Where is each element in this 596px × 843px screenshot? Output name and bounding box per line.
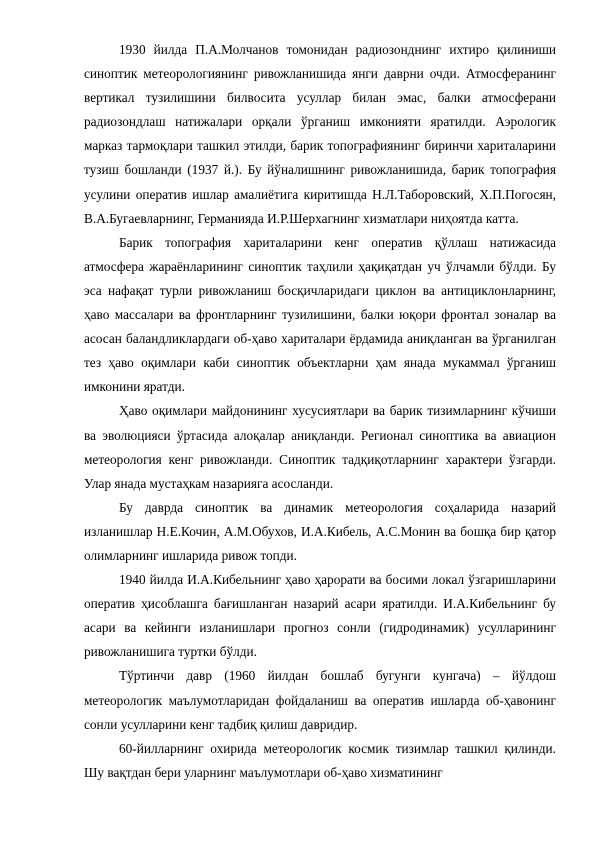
paragraph-7: 60-йилларнинг охирида метеорологик космик тизимлар ташкил қилинди. Шу вақтдан бери уларнинг маълумотлари об-ҳаво хизматининг [84,740,556,780]
paragraph-6: Тўртинчи давр (1960 йилдан бошлаб бугунги кунгача) – йўлдош метеорологик маълумотларидан фойдаланиш ва оператив ишларда об-ҳавонинг сонли усулларини кенг тадбиқ қилиш давридир. [84,668,556,732]
document-page [84,38,556,785]
paragraph-4: Бу даврда синоптик ва динамик метеорология соҳаларида назарий изланишлар Н.Е.Кочин, А.М.Обухов, И.А.Кибель, А.С.Монин ва бошқа бир қатор олимларнинг ишларида ривож топди. [84,499,556,563]
paragraph-1: 1930 йилда П.А.Молчанов томонидан радиозонднинг ихтиро қилиниши синоптик метеорологиянинг ривожланишида янги даврни очди. Атмосферанинг вертикал тузилишини билвосита усуллар билан эмас, балки атмосферани радиозондлаш натижалари орқали ўрганиш имконияти яратилди. Аэрологик марказ тармоқлари ташкил этилди, барик топографиянинг биринчи хариталарини тузиш бошланди (1937 й.). Бу йўналишнинг ривожланишида, барик топография усулини оператив ишлар амалиётига киритишда Н.Л.Таборовский, Х.П.Погосян, В.А.Бугаевларнинг, Германияда И.Р.Шерхагнинг хизматлари ниҳоятда катта. [84,42,556,226]
paragraph-3: Ҳаво оқимлари майдонининг хусусиятлари ва барик тизимларнинг кўчиши ва эволюцияси ўртасида алоқалар аниқланди. Регионал синоптика ва авиацион метеорология кенг ривожланди. Синоптик тадқиқотларнинг характери ўзгарди. Улар янада мустаҳкам назарияга асосланди. [84,403,556,491]
paragraph-2: Барик топография хариталарини кенг оператив қўллаш натижасида атмосфера жараёнларининг синоптик таҳлили ҳақиқатдан уч ўлчамли бўлди. Бу эса нафақат турли ривожланиш босқичларидаги циклон ва антициклонларнинг, ҳаво массалари ва фронтларнинг тузилишини, балки юқори фронтал зоналар ва асосан баландликлардаги об-ҳаво хариталари ёрдамида аниқланган ва ўрганилган тез ҳаво оқимлари каби синоптик объектларни ҳам янада мукаммал ўрганиш имконини яратди. [84,234,556,395]
paragraph-5: 1940 йилда И.А.Кибельнинг ҳаво ҳарорати ва босими локал ўзгаришларини оператив ҳисоблашга бағишланган назарий асари яратилди. И.А.Кибельнинг бу асари ва кейинги изланишлари прогноз сонли (гидродинамик) усулларининг ривожланишига туртки бўлди. [84,572,556,660]
